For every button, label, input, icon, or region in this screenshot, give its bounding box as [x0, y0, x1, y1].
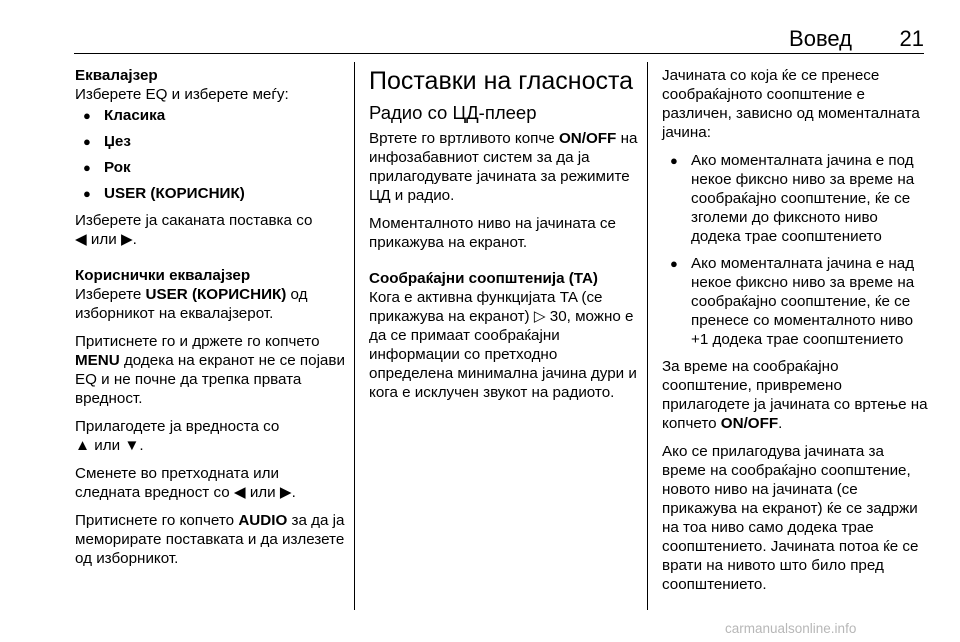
arrow-left-icon: ◀ — [75, 231, 87, 248]
column-divider-2 — [647, 62, 648, 610]
audio-press-text: Притиснете го копчето AUDIO за да ја меморирате поставката и да излезете од изборникот. — [75, 512, 345, 567]
section-title: Поставки на гласноста — [369, 67, 634, 95]
watermark: carmanualsonline.info — [725, 621, 857, 636]
equalizer-choose-text: Изберете ја саканата поставка со ◀ или ▶. — [75, 212, 313, 248]
list-item: ● Ако моменталната јачина е под некое фиксно ниво за време на сообраќајно соопштение, ќе се зголеми до фиксното ниво додека трае соопштението — [662, 151, 928, 246]
page-header — [74, 24, 924, 54]
equalizer-option: ● Џез — [75, 132, 345, 151]
equalizer-option: ● Рок — [75, 158, 345, 177]
adjust-value-text: Прилагодете ја вредноста со ▲ или ▼. — [75, 418, 280, 454]
page-title: Вовед — [789, 26, 852, 51]
arrow-down-icon: ▼ — [124, 437, 140, 454]
ta-adjust-text: За време на сообраќајно соопштение, привремено прилагодете ја јачината со вртење на копчето ON/OFF. — [662, 358, 928, 432]
section-subtitle: Радио со ЦД-плеер — [369, 102, 537, 123]
column-2 — [369, 66, 639, 411]
current-volume-text: Моменталното ниво на јачината се прикажува на екранот. — [369, 215, 616, 251]
ta-final-text: Ако се прилагодува јачината за време на сообраќајно соопштение, новото ниво на јачината (се прикажува на екранот) ќе се задржи на тоа ниво само додека трае соопштението. Јачината потоа ќе се врати на нивото што било пред соопштението. — [662, 443, 919, 593]
equalizer-select-text: Изберете EQ и изберете меѓу: — [75, 86, 289, 103]
header-rule — [74, 53, 924, 54]
arrow-right-icon: ▶ — [279, 484, 292, 501]
page-number: 21 — [899, 26, 924, 51]
page-reference-icon: ▷ — [533, 308, 546, 325]
arrow-up-icon: ▲ — [75, 437, 91, 454]
equalizer-options-list — [75, 106, 345, 203]
arrow-right-icon: ▶ — [120, 231, 133, 248]
switch-value-text: Сменете во претходната или следната вредност со ◀ или ▶. — [75, 465, 296, 501]
column-3 — [662, 66, 928, 603]
traffic-announcements-text: Кога е активна функцијата TA (се прикажува на екранот) ▷ 30, можно е да се примаат сообраќајни информации со претходно определена минимална јачина дури и кога е исклучен звукот на радиото. — [369, 289, 637, 401]
column-divider-1 — [354, 62, 355, 610]
menu-press-text: Притиснете го и држете го копчето MENU додека на екранот не се појави EQ и не почне да трепка првата вредност. — [75, 333, 345, 407]
ta-volume-intro: Јачината со која ќе се пренесе сообраќајното соопштение е различен, зависно од моменталната јачина: — [662, 67, 920, 141]
volume-knob-text: Вртете го вртливото копче ON/OFF на инфозабавниот систем за да ја прилагодувате јачината за режимите ЦД и радио. — [369, 130, 638, 204]
column-1 — [75, 66, 345, 577]
user-equalizer-heading: Кориснички еквалајзер — [75, 267, 251, 284]
ta-volume-list — [662, 151, 928, 349]
user-select-text: Изберете USER (КОРИСНИК) од изборникот на еквалајзерот. — [75, 286, 308, 322]
equalizer-option: ● USER (КОРИСНИК) — [75, 184, 345, 203]
list-item: ● Ако моменталната јачина е над некое фиксно ниво за време на сообраќајно соопштение, ќе се пренесе со моменталното ниво +1 додека трае соопштението — [662, 254, 928, 349]
equalizer-option: ● Класика — [75, 106, 345, 125]
equalizer-heading: Еквалајзер — [75, 67, 158, 84]
arrow-left-icon: ◀ — [233, 484, 246, 501]
traffic-announcements-heading: Сообраќајни соопштенија (TA) — [369, 270, 598, 287]
